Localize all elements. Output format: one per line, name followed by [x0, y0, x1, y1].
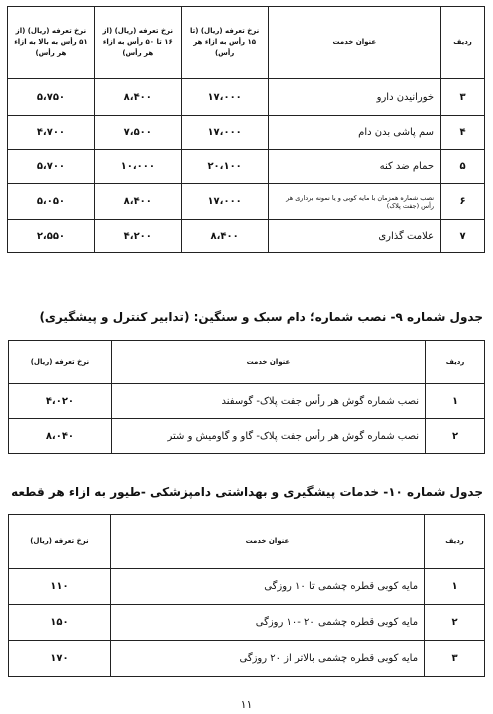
header-tariff-1: نرخ تعرفه (ریال) (تا ۱۵ رأس به ازاء هر رأس) — [181, 7, 268, 79]
service-title: سم پاشی بدن دام — [268, 116, 441, 150]
table-row — [9, 605, 485, 641]
row-number: ۱ — [426, 384, 485, 419]
tariff-3-value: ۵،۰۵۰ — [8, 184, 95, 220]
table-row — [8, 116, 485, 150]
header-service: عنوان خدمت — [110, 515, 424, 569]
header-tariff-2: نرخ تعرفه (ریال) (از ۱۶ تا ۵۰ رأس به ازاء هر رأس) — [94, 7, 181, 79]
table-header-row — [8, 7, 485, 79]
page-number: ۱۱ — [240, 698, 253, 711]
tariff-1-value: ۸،۴۰۰ — [181, 220, 268, 253]
row-number: ۶ — [441, 184, 485, 220]
tariff-value: ۱۱۰ — [9, 569, 111, 605]
service-title: نصب شماره گوش هر رأس جفت پلاک- گاو و گاومیش و شتر — [111, 419, 425, 454]
row-number: ۷ — [441, 220, 485, 253]
table-row — [9, 419, 485, 454]
service-title: مایه کوبی قطره چشمی بالاتر از ۲۰ روزگی — [110, 641, 424, 677]
service-title: مایه کوبی قطره چشمی ۲۰ -۱۰ روزگی — [110, 605, 424, 641]
tariff-value: ۴،۰۲۰ — [9, 384, 112, 419]
header-service: عنوان خدمت — [111, 341, 425, 384]
tariff-value: ۱۵۰ — [9, 605, 111, 641]
tariff-value: ۸،۰۴۰ — [9, 419, 112, 454]
tariff-table-10 — [8, 514, 485, 677]
tariff-3-value: ۵،۷۵۰ — [8, 79, 95, 116]
row-number: ۱ — [425, 569, 485, 605]
table-row — [8, 220, 485, 253]
tariff-1-value: ۱۷،۰۰۰ — [181, 184, 268, 220]
table-row — [9, 641, 485, 677]
table-10-title: جدول شماره ۱۰- خدمات پیشگیری و بهداشتی دامپزشکی -طیور به ازاء هر قطعه — [11, 485, 483, 499]
row-number: ۵ — [441, 150, 485, 184]
table-header-row — [9, 341, 485, 384]
tariff-1-value: ۲۰،۱۰۰ — [181, 150, 268, 184]
header-tariff: نرخ تعرفه (ریال) — [9, 341, 112, 384]
service-title: مایه کوبی قطره چشمی تا ۱۰ روزگی — [110, 569, 424, 605]
tariff-2-value: ۱۰،۰۰۰ — [94, 150, 181, 184]
tariff-1-value: ۱۷،۰۰۰ — [181, 116, 268, 150]
table-row — [8, 150, 485, 184]
service-title: نصب شماره همزمان با مایه کوبی و یا نمونه برداری هر رأس (جفت پلاک) — [268, 184, 441, 220]
tariff-3-value: ۲،۵۵۰ — [8, 220, 95, 253]
tariff-2-value: ۸،۴۰۰ — [94, 184, 181, 220]
row-number: ۴ — [441, 116, 485, 150]
tariff-2-value: ۸،۴۰۰ — [94, 79, 181, 116]
tariff-2-value: ۴،۲۰۰ — [94, 220, 181, 253]
tariff-3-value: ۴،۷۰۰ — [8, 116, 95, 150]
tariff-value: ۱۷۰ — [9, 641, 111, 677]
tariff-3-value: ۵،۷۰۰ — [8, 150, 95, 184]
table-header-row — [9, 515, 485, 569]
header-tariff: نرخ تعرفه (ریال) — [9, 515, 111, 569]
header-row-number: ردیف — [441, 7, 485, 79]
tariff-table-8 — [7, 6, 485, 253]
row-number: ۳ — [425, 641, 485, 677]
tariff-table-9 — [8, 340, 485, 454]
tariff-2-value: ۷،۵۰۰ — [94, 116, 181, 150]
header-service: عنوان خدمت — [268, 7, 441, 79]
row-number: ۲ — [425, 605, 485, 641]
header-row-number: ردیف — [425, 515, 485, 569]
header-tariff-3: نرخ تعرفه (ریال) (از ۵۱ رأس به بالا به ازاء هر رأس) — [8, 7, 95, 79]
service-title: علامت گذاری — [268, 220, 441, 253]
table-row — [9, 384, 485, 419]
tariff-1-value: ۱۷،۰۰۰ — [181, 79, 268, 116]
table-row — [8, 79, 485, 116]
row-number: ۲ — [426, 419, 485, 454]
service-title: خورانیدن دارو — [268, 79, 441, 116]
table-row — [9, 569, 485, 605]
table-row — [8, 184, 485, 220]
service-title: حمام ضد کنه — [268, 150, 441, 184]
service-title: نصب شماره گوش هر رأس جفت پلاک- گوسفند — [111, 384, 425, 419]
header-row-number: ردیف — [426, 341, 485, 384]
table-9-title: جدول شماره ۹- نصب شماره؛ دام سبک و سنگین: (تدابیر کنترل و پیشگیری) — [39, 310, 483, 324]
row-number: ۳ — [441, 79, 485, 116]
